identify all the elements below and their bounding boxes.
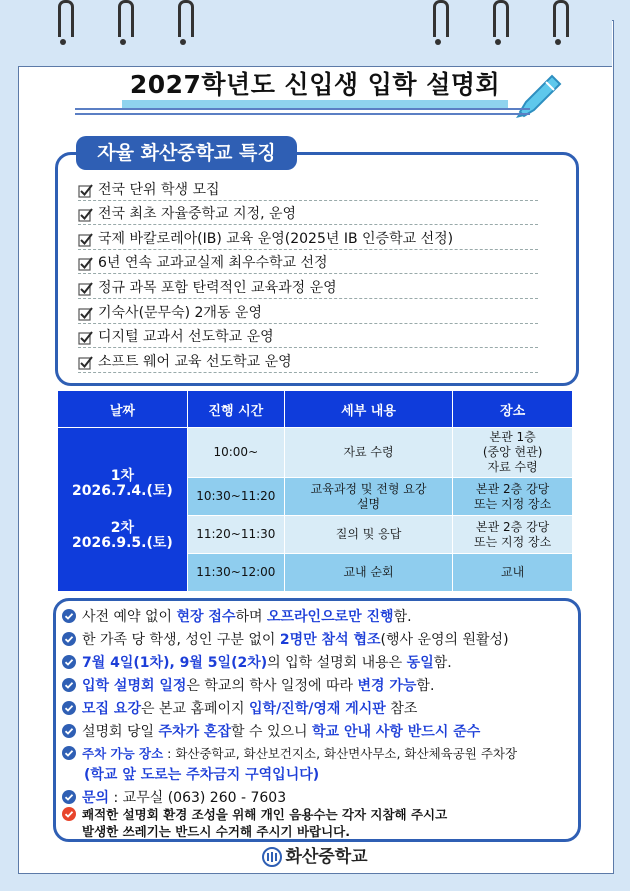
schedule-table [57, 390, 573, 592]
features-heading: 자율 화산중학교 특징 [76, 136, 297, 170]
feature-item [78, 324, 538, 349]
feature-text: 기숙사(문무숙) 2개동 운영 [98, 304, 262, 321]
time-cell: 11:20~11:30 [187, 516, 284, 554]
date-cell [58, 428, 188, 592]
note-item: 설명회 당일 주차가 혼잡할 수 있으니 학교 안내 사항 반드시 준수 [62, 721, 480, 741]
check-circle-icon [62, 790, 76, 804]
binder-ring-icon [433, 0, 449, 37]
note-item: 한 가족 당 학생, 성인 구분 없이 2명만 참석 협조(행사 운영의 원활성) [62, 629, 509, 649]
binder-ring-icon [178, 0, 194, 37]
checkbox-checked-icon [78, 207, 94, 223]
binder-ring-icon [118, 0, 134, 37]
note-item: 주차 가능 장소 : 화산중학교, 화산보건지소, 화산면사무소, 화산체육공원 주차장 [62, 744, 517, 762]
features-list [78, 176, 538, 373]
feature-item [78, 201, 538, 226]
round-2-label: 2차 [110, 519, 135, 536]
binder-ring-icon [493, 0, 509, 37]
feature-item [78, 225, 538, 250]
note-item: 입학 설명회 일정은 학교의 학사 일정에 따라 변경 가능함. [62, 675, 434, 695]
check-circle-icon [62, 724, 76, 738]
note-item: 문의 : 교무실 (063) 260 - 7603 [62, 787, 286, 807]
check-circle-icon [62, 632, 76, 646]
table-row [58, 428, 573, 478]
school-footer [0, 842, 630, 867]
feature-text: 디지털 교과서 선도학교 운영 [98, 329, 274, 346]
header-place: 장소 [453, 391, 573, 428]
feature-text: 전국 단위 학생 모집 [98, 181, 220, 198]
checkbox-checked-icon [78, 183, 94, 199]
header-content: 세부 내용 [284, 391, 453, 428]
feature-item [78, 299, 538, 324]
divider-line [75, 108, 530, 110]
round-1-label: 1차 [110, 467, 135, 484]
place-cell: 본관 2층 강당 또는 지정 장소 [453, 478, 573, 516]
note-item-continued: 발생한 쓰레기는 반드시 수거해 주시기 바랍니다. [82, 824, 351, 839]
time-cell: 11:30~12:00 [187, 554, 284, 592]
checkbox-checked-icon [78, 306, 94, 322]
time-cell: 10:00~ [187, 428, 284, 478]
notebook-top-band [18, 20, 612, 67]
table-header-row [58, 391, 573, 428]
binder-ring-icon [553, 0, 569, 37]
note-item: 사전 예약 없이 현장 접수하며 오프라인으로만 진행함. [62, 606, 412, 626]
note-item: 쾌적한 설명회 환경 조성을 위해 개인 음용수는 각자 지참해 주시고 [62, 805, 447, 823]
check-circle-icon [62, 609, 76, 623]
warning-check-icon [62, 807, 76, 821]
check-circle-icon [62, 746, 76, 760]
note-item: 모집 요강은 본교 홈페이지 입학/진학/영재 게시판 참조 [62, 698, 417, 718]
feature-item [78, 348, 538, 373]
parking-warning: (학교 앞 도로는 주차금지 구역입니다) [84, 767, 320, 783]
round-1-date: 2026.7.4.(토) [72, 482, 173, 499]
content-cell: 교내 순회 [284, 554, 453, 592]
checkbox-checked-icon [78, 232, 94, 248]
check-circle-icon [62, 655, 76, 669]
feature-text: 6년 연속 교과교실제 최우수학교 선정 [98, 255, 328, 272]
header-date: 날짜 [58, 391, 188, 428]
feature-text: 소프트 웨어 교육 선도학교 운영 [98, 353, 292, 370]
binder-ring-icon [58, 0, 74, 37]
highlighter-icon [512, 72, 564, 118]
feature-text: 정규 과목 포함 탄력적인 교육과정 운영 [98, 279, 337, 296]
feature-item [78, 176, 538, 201]
round-2-date: 2026.9.5.(토) [72, 534, 173, 551]
content-cell: 질의 및 응답 [284, 516, 453, 554]
check-circle-icon [62, 678, 76, 692]
feature-item [78, 274, 538, 299]
place-cell: 본관 2층 강당 또는 지정 장소 [453, 516, 573, 554]
school-logo-icon [262, 847, 282, 867]
header-time: 진행 시간 [187, 391, 284, 428]
page-title: 2027학년도 신입생 입학 설명회 [122, 70, 508, 110]
place-cell: 본관 1층 (중앙 현관) 자료 수령 [453, 428, 573, 478]
feature-text: 전국 최초 자율중학교 지정, 운영 [98, 206, 297, 223]
divider-line [75, 113, 530, 115]
time-cell: 10:30~11:20 [187, 478, 284, 516]
feature-item [78, 250, 538, 275]
checkbox-checked-icon [78, 256, 94, 272]
checkbox-checked-icon [78, 330, 94, 346]
content-cell: 자료 수령 [284, 428, 453, 478]
checkbox-checked-icon [78, 355, 94, 371]
checkbox-checked-icon [78, 281, 94, 297]
place-cell: 교내 [453, 554, 573, 592]
school-name: 화산중학교 [285, 847, 368, 867]
feature-text: 국제 바칼로레아(IB) 교육 운영(2025년 IB 인증학교 선정) [98, 230, 454, 247]
content-cell: 교육과정 및 전형 요강 설명 [284, 478, 453, 516]
note-item: 7월 4일(1차), 9월 5일(2차)의 입학 설명회 내용은 동일함. [62, 652, 452, 672]
check-circle-icon [62, 701, 76, 715]
